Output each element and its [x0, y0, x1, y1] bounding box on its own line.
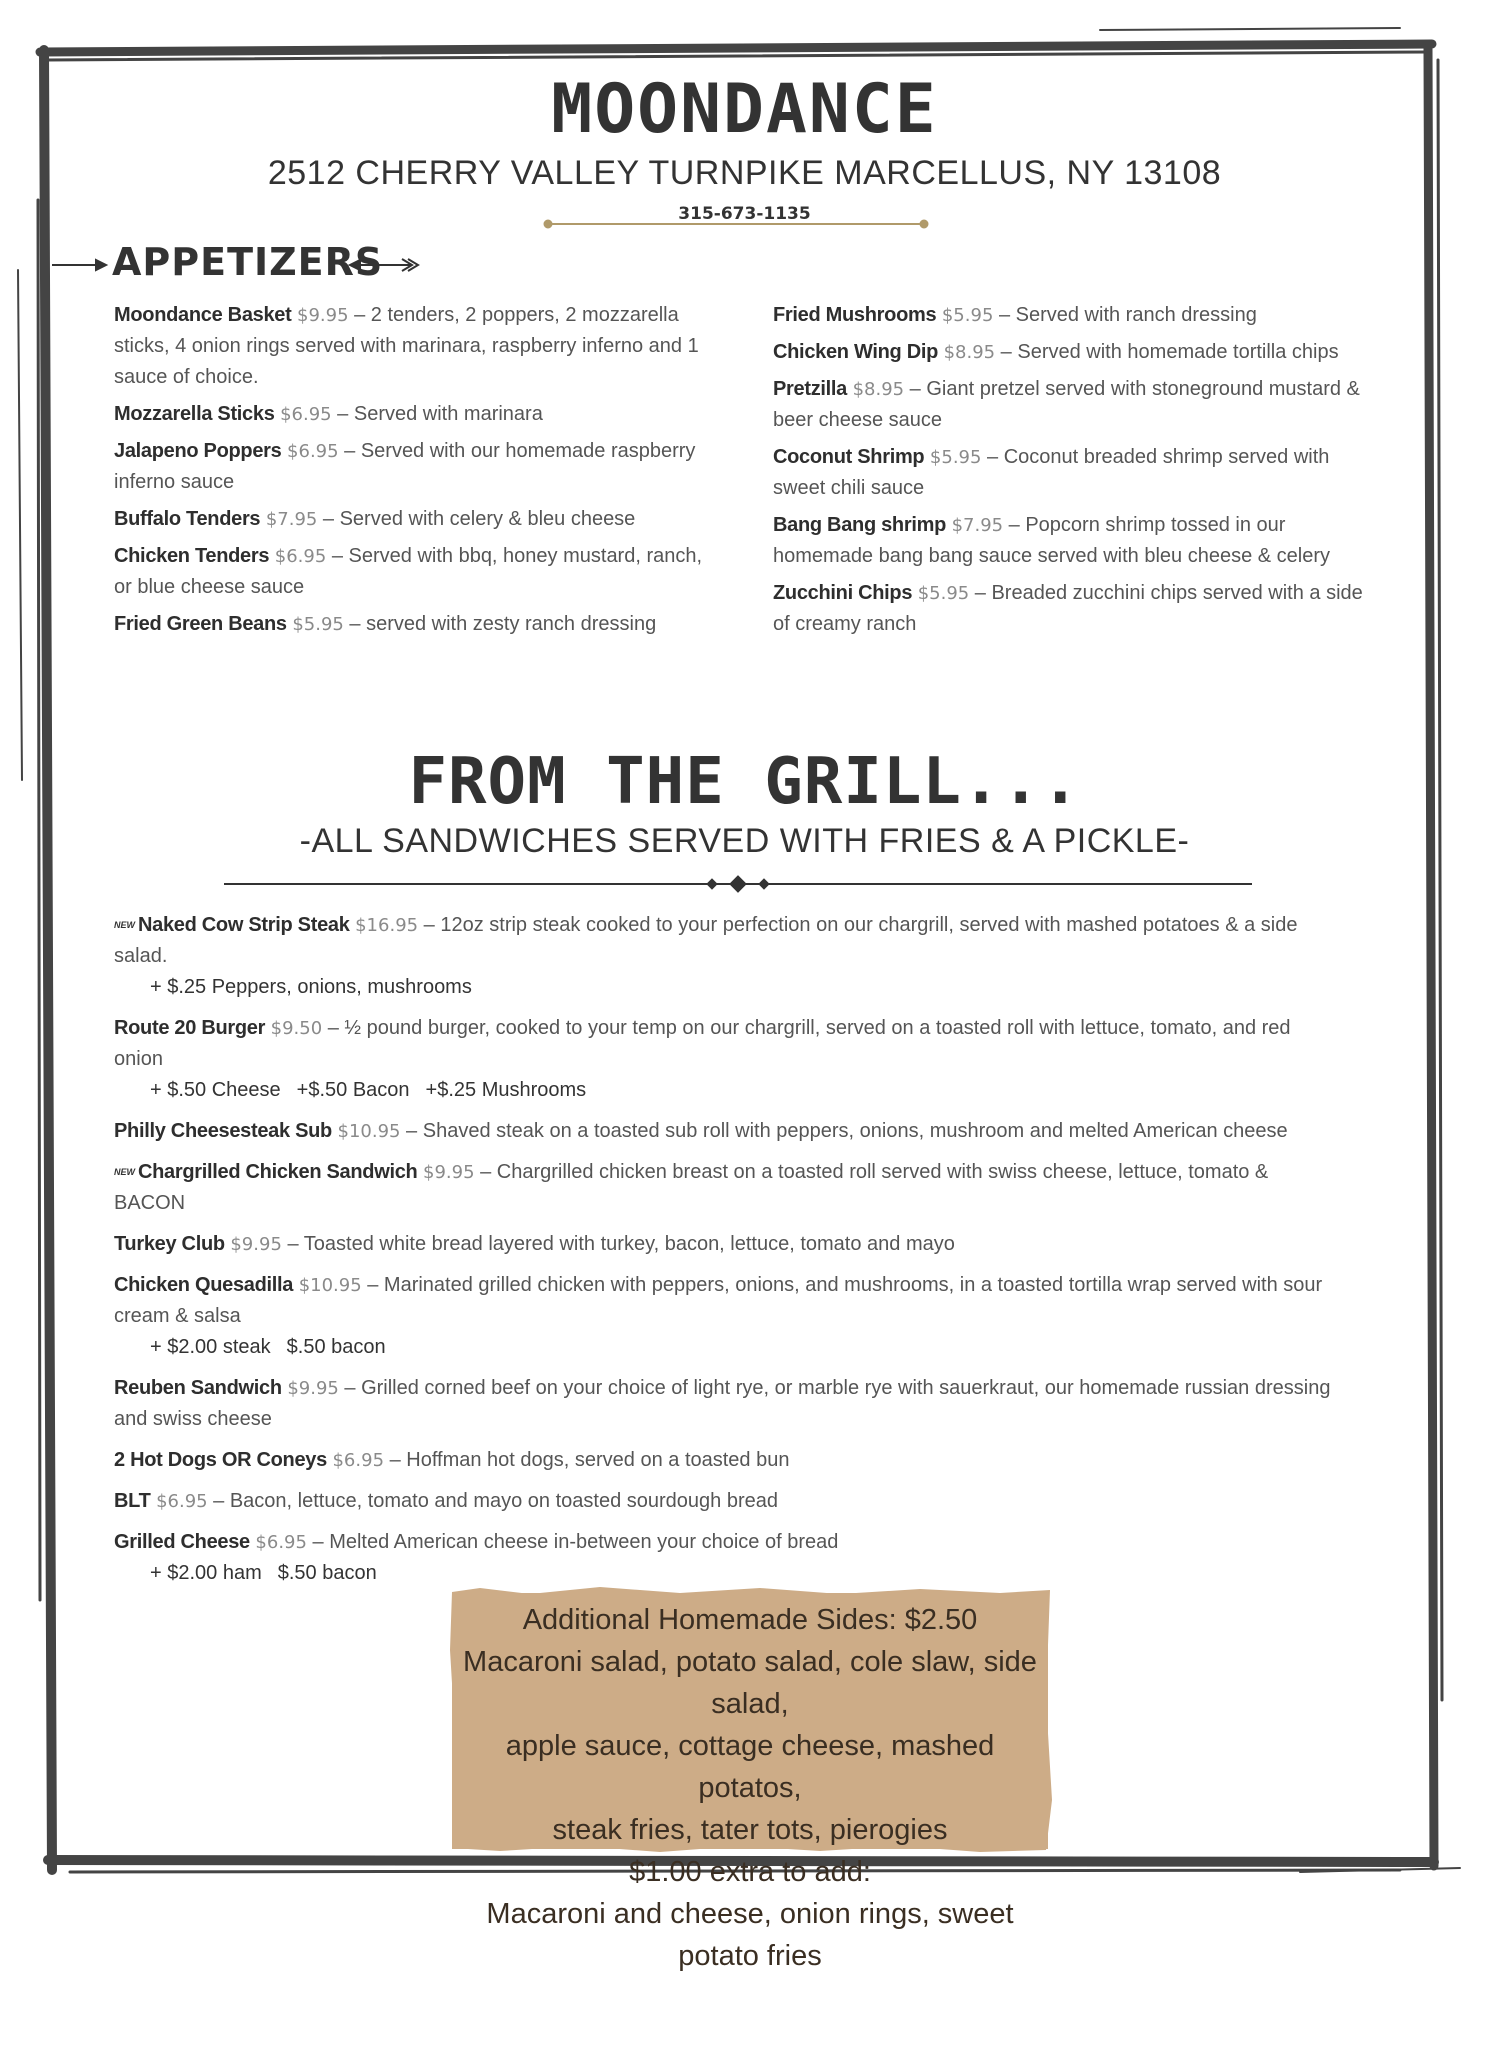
grill-subheading: -ALL SANDWICHES SERVED WITH FRIES & A PICKLE- [299, 822, 1190, 860]
menu-item: Mozzarella Sticks $6.95 – Served with marinara [114, 403, 543, 425]
menu-item: $^{NEW}$ Naked Cow Strip Steak $16.95 – 12oz strip steak cooked to your perfection on our chargrill, served with mashed potatoes & a side salad. + $.25 Peppers, onions, mushrooms [114, 910, 1344, 1003]
menu-item: Moondance Basket $9.95 – 2 tenders, 2 poppers, 2 mozzarella sticks, 4 onion rings served with marinara, raspberry inferno and 1 sauce of choice. [114, 304, 699, 388]
new-badge: NEW [114, 1167, 135, 1177]
menu-item: Philly Cheesesteak Sub $10.95 – Shaved steak on a toasted sub roll with peppers, onions, mushroom and melted American cheese [114, 1120, 1288, 1142]
menu-header [0, 70, 1489, 224]
menu-item: Bang Bang shrimp $7.95 – Popcorn shrimp tossed in our homemade bang bang sauce served with bleu cheese & celery [773, 514, 1331, 567]
sides-line: Macaroni salad, potato salad, cole slaw, side salad, [463, 1646, 1037, 1720]
sides-line: $1.00 extra to add: [629, 1856, 871, 1888]
appetizers-heading: APPETIZERS [112, 240, 384, 284]
sides-line: steak fries, tater tots, pierogies [552, 1814, 948, 1846]
menu-item: Reuben Sandwich $9.95 – Grilled corned beef on your choice of light rye, or marble rye with sauerkraut, our homemade russian dressing and swiss cheese [114, 1377, 1331, 1430]
item-addons: + $2.00 ham $.50 bacon [150, 1562, 377, 1584]
item-addons: + $2.00 steak $.50 bacon [150, 1336, 386, 1358]
new-badge: NEW [114, 920, 135, 930]
item-addons: + $.25 Peppers, onions, mushrooms [150, 976, 472, 998]
menu-item: Jalapeno Poppers $6.95 – Served with our homemade raspberry inferno sauce [114, 440, 696, 493]
menu-item: Zucchini Chips $5.95 – Breaded zucchini chips served with a side of creamy ranch [773, 582, 1363, 635]
menu-item: Fried Green Beans $5.95 – served with zesty ranch dressing [114, 613, 657, 635]
menu-item: $^{NEW}$ Chargrilled Chicken Sandwich $9.95 – Chargrilled chicken breast on a toasted roll served with swiss cheese, lettuce, tomato & BACON [114, 1161, 1269, 1214]
restaurant-phone: 315-673-1135 [678, 204, 811, 224]
grill-heading: FROM THE GRILL... [408, 745, 1081, 819]
appetizers-right-column [773, 300, 1373, 646]
grill-divider [224, 876, 1252, 892]
sides-box [452, 1593, 1048, 1972]
sides-line: apple sauce, cottage cheese, mashed potatos, [505, 1730, 995, 1804]
grill-items [114, 910, 1344, 1599]
menu-item: 2 Hot Dogs OR Coneys $6.95 – Hoffman hot dogs, served on a toasted bun [114, 1449, 790, 1471]
restaurant-name: MOONDANCE [551, 70, 938, 149]
restaurant-address: 2512 CHERRY VALLEY TURNPIKE MARCELLUS, NY 13108 [267, 154, 1222, 192]
appetizers-left-column [114, 300, 714, 646]
sides-line: Additional Homemade Sides: $2.50 [522, 1604, 978, 1636]
menu-item: Chicken Tenders $6.95 – Served with bbq, honey mustard, ranch, or blue cheese sauce [114, 545, 703, 598]
sides-line: Macaroni and cheese, onion rings, sweet potato fries [486, 1898, 1014, 1972]
menu-item: Route 20 Burger $9.50 – ½ pound burger, cooked to your temp on our chargrill, served on a toasted roll with lettuce, tomato, and red onion + $.50 Cheese +$.50 Bacon +$.25 Mushrooms [114, 1013, 1344, 1106]
menu-item: Buffalo Tenders $7.95 – Served with celery & bleu cheese [114, 508, 636, 530]
menu-item: Turkey Club $9.95 – Toasted white bread layered with turkey, bacon, lettuce, tomato and mayo [114, 1233, 955, 1255]
menu-item: BLT $6.95 – Bacon, lettuce, tomato and mayo on toasted sourdough bread [114, 1490, 778, 1512]
item-addons: + $.50 Cheese +$.50 Bacon +$.25 Mushrooms [150, 1079, 587, 1101]
menu-item: Fried Mushrooms $5.95 – Served with ranch dressing [773, 304, 1257, 326]
menu-item: Pretzilla $8.95 – Giant pretzel served with stoneground mustard & beer cheese sauce [773, 378, 1360, 431]
menu-item: Coconut Shrimp $5.95 – Coconut breaded shrimp served with sweet chili sauce [773, 446, 1330, 499]
menu-item: Grilled Cheese $6.95 – Melted American cheese in-between your choice of bread + $2.00 ham $.50 bacon [114, 1527, 1344, 1589]
menu-item: Chicken Quesadilla $10.95 – Marinated grilled chicken with peppers, onions, and mushrooms, in a toasted tortilla wrap served with sour cream & salsa + $2.00 steak $.50 bacon [114, 1270, 1344, 1363]
menu-item: Chicken Wing Dip $8.95 – Served with homemade tortilla chips [773, 341, 1339, 363]
